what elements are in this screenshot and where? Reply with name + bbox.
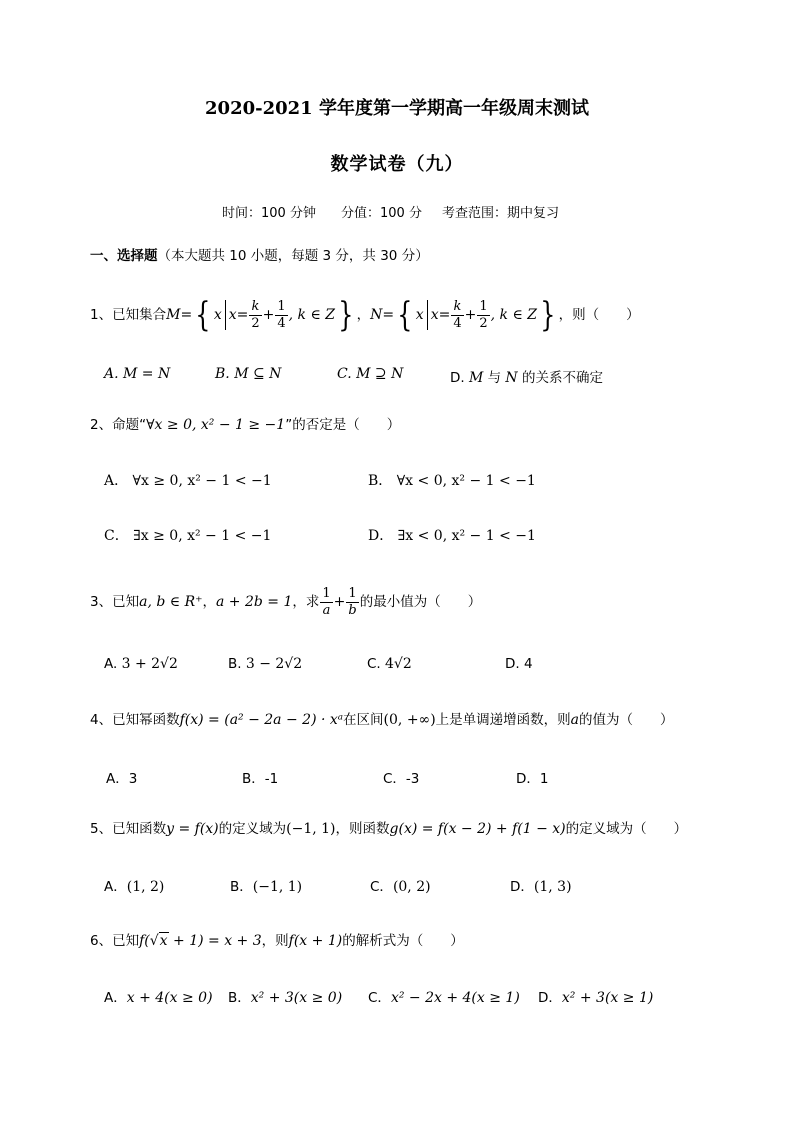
question-2 <box>90 414 400 436</box>
q2-option-a: A． ∀x ≥ 0, x² − 1 < −1 <box>104 473 272 489</box>
q5-mid: 的定义域为 <box>218 821 287 837</box>
q2-option-b: B． ∀x < 0, x² − 1 < −1 <box>368 473 536 489</box>
q3-frac-1-a: $\frac{1}{a}$ <box>322 585 331 618</box>
q3-end: 的最小值为（ ） <box>359 594 482 610</box>
question-3 <box>90 582 481 622</box>
q4-var: a <box>570 712 580 728</box>
q1-left-brace: { <box>195 295 211 335</box>
q6-option-b: B．x² + 3(x ≥ 0) <box>228 990 343 1006</box>
q4-option-b: B．-1 <box>242 771 279 787</box>
q1-right-brace-2: } <box>540 295 556 335</box>
q6-radicand: x <box>159 933 168 949</box>
q2-end: ”的否定是（ ） <box>285 417 401 433</box>
q5-expr: y = f(x) <box>166 821 219 837</box>
q4-end: 的值为（ ） <box>579 712 674 728</box>
q4-expr: f(x) = (a² − 2a − 2) · xᵃ <box>179 712 344 728</box>
q5-option-a: A．(1, 2) <box>104 879 165 895</box>
q4-interval: (0, +∞) <box>383 712 436 728</box>
q6-f: f( <box>139 933 150 949</box>
q1-right-brace: } <box>338 295 354 335</box>
q3-condition: a + 2b = 1 <box>216 594 293 610</box>
q1-eq2: = <box>236 307 249 323</box>
q5-option-d: D．(1, 3) <box>510 879 572 895</box>
q4-option-c: C．-3 <box>383 771 420 787</box>
q2-option-d: D． ∃x < 0, x² − 1 < −1 <box>368 528 536 544</box>
q1-frac-k-2: $\frac{k}{2}$ <box>251 298 260 331</box>
q1-x2: x <box>228 307 237 323</box>
section-title: 一、选择题 <box>90 248 158 264</box>
q5-option-c: C．(0, 2) <box>370 879 431 895</box>
q4-mid2: 上是单调递增函数，则 <box>435 712 571 728</box>
q6-option-c: C．x² − 2x + 4(x ≥ 1) <box>368 990 520 1006</box>
q6-sqrt-sign: √ <box>149 933 159 949</box>
q1-x4: x <box>430 307 439 323</box>
q2-option-c: C． ∃x ≥ 0, x² − 1 < −1 <box>104 528 272 544</box>
q6-option-a: A．x + 4(x ≥ 0) <box>104 990 213 1006</box>
q1-frac-1-4: $\frac{1}{4}$ <box>277 298 286 331</box>
q4-mid: 在区间 <box>343 712 384 728</box>
q4-prefix: 4、已知幂函数 <box>90 712 180 728</box>
page-subtitle: 数学试卷（九） <box>330 154 464 175</box>
q6-tail: + 1) = x + 3 <box>168 933 262 949</box>
q6-g: f(x + 1) <box>288 933 343 949</box>
q1-bar-2 <box>427 300 428 330</box>
exam-score: 分值：100 分 <box>341 206 422 221</box>
q1-option-b: B. M ⊆ N <box>215 366 282 382</box>
q1-frac-1-2: $\frac{1}{2}$ <box>479 298 488 331</box>
q5-prefix: 5、已知函数 <box>90 821 167 837</box>
q3-frac-1-b: $\frac{1}{b}$ <box>348 585 357 618</box>
q3-option-d: D. 4 <box>505 656 533 672</box>
q1-tail: , k ∈ Z <box>288 307 336 323</box>
q4-option-d: D．1 <box>516 771 549 787</box>
page-title: 2020-2021 学年度第一学期高一年级周末测试 <box>205 98 589 119</box>
q1-set-n: N <box>370 307 383 323</box>
q1-prefix: 1、已知集合 <box>90 307 167 323</box>
q2-prefix: 2、命题“ <box>90 417 147 433</box>
q4-option-a: A．3 <box>106 771 138 787</box>
q5-mid2: ，则函数 <box>335 821 390 837</box>
q2-expr: ∀x ≥ 0, x² − 1 ≥ −1 <box>146 417 286 433</box>
q1-bar <box>225 300 226 330</box>
q5-g: g(x) = f(x − 2) + f(1 − x) <box>389 821 566 837</box>
question-1 <box>90 295 640 335</box>
q3-prefix: 3、已知 <box>90 594 140 610</box>
q3-option-b: B. 3 − 2√2 <box>228 656 303 672</box>
q1-x: x <box>213 307 222 323</box>
q1-option-c: C. M ⊇ N <box>337 366 404 382</box>
exam-scope: 考查范围：期中复习 <box>442 206 560 221</box>
question-4 <box>90 709 674 731</box>
q5-domain: (−1, 1) <box>286 821 336 837</box>
q3-plus: + <box>333 594 346 610</box>
q1-eq3: = <box>382 307 395 323</box>
q3-ask: ，求 <box>292 594 320 610</box>
q3-option-c: C. 4√2 <box>367 656 412 672</box>
q1-option-a: A. M = N <box>104 366 171 382</box>
q1-plus-2: + <box>464 307 477 323</box>
q6-mid: ，则 <box>261 933 289 949</box>
question-5 <box>90 818 687 840</box>
section-note: （本大题共 10 小题，每题 3 分，共 30 分） <box>157 248 429 264</box>
q1-end: ，则（ ） <box>558 307 640 323</box>
q1-tail-2: , k ∈ Z <box>490 307 538 323</box>
q3-sep: ， <box>202 594 216 610</box>
q1-eq4: = <box>438 307 451 323</box>
q1-option-d: D. M 与 N 的关系不确定 <box>450 370 603 386</box>
q5-end: 的定义域为（ ） <box>565 821 688 837</box>
exam-time: 时间：100 分钟 <box>222 206 316 221</box>
q5-option-b: B．(−1, 1) <box>230 879 303 895</box>
q3-domain: a, b ∈ R⁺ <box>139 594 203 610</box>
q1-set-m: M <box>166 307 181 323</box>
q1-sep: ， <box>356 307 371 323</box>
q1-frac-k-4: $\frac{k}{4}$ <box>453 298 462 331</box>
q1-left-brace-2: { <box>397 295 413 335</box>
q3-option-a: A. 3 + 2√2 <box>104 656 178 672</box>
question-6 <box>90 930 464 952</box>
q6-prefix: 6、已知 <box>90 933 140 949</box>
q1-eq: = <box>180 307 193 323</box>
section-heading <box>90 245 429 267</box>
q6-option-d: D．x² + 3(x ≥ 1) <box>538 990 654 1006</box>
q1-x3: x <box>415 307 424 323</box>
q1-plus: + <box>262 307 275 323</box>
q6-end: 的解析式为（ ） <box>342 933 464 949</box>
